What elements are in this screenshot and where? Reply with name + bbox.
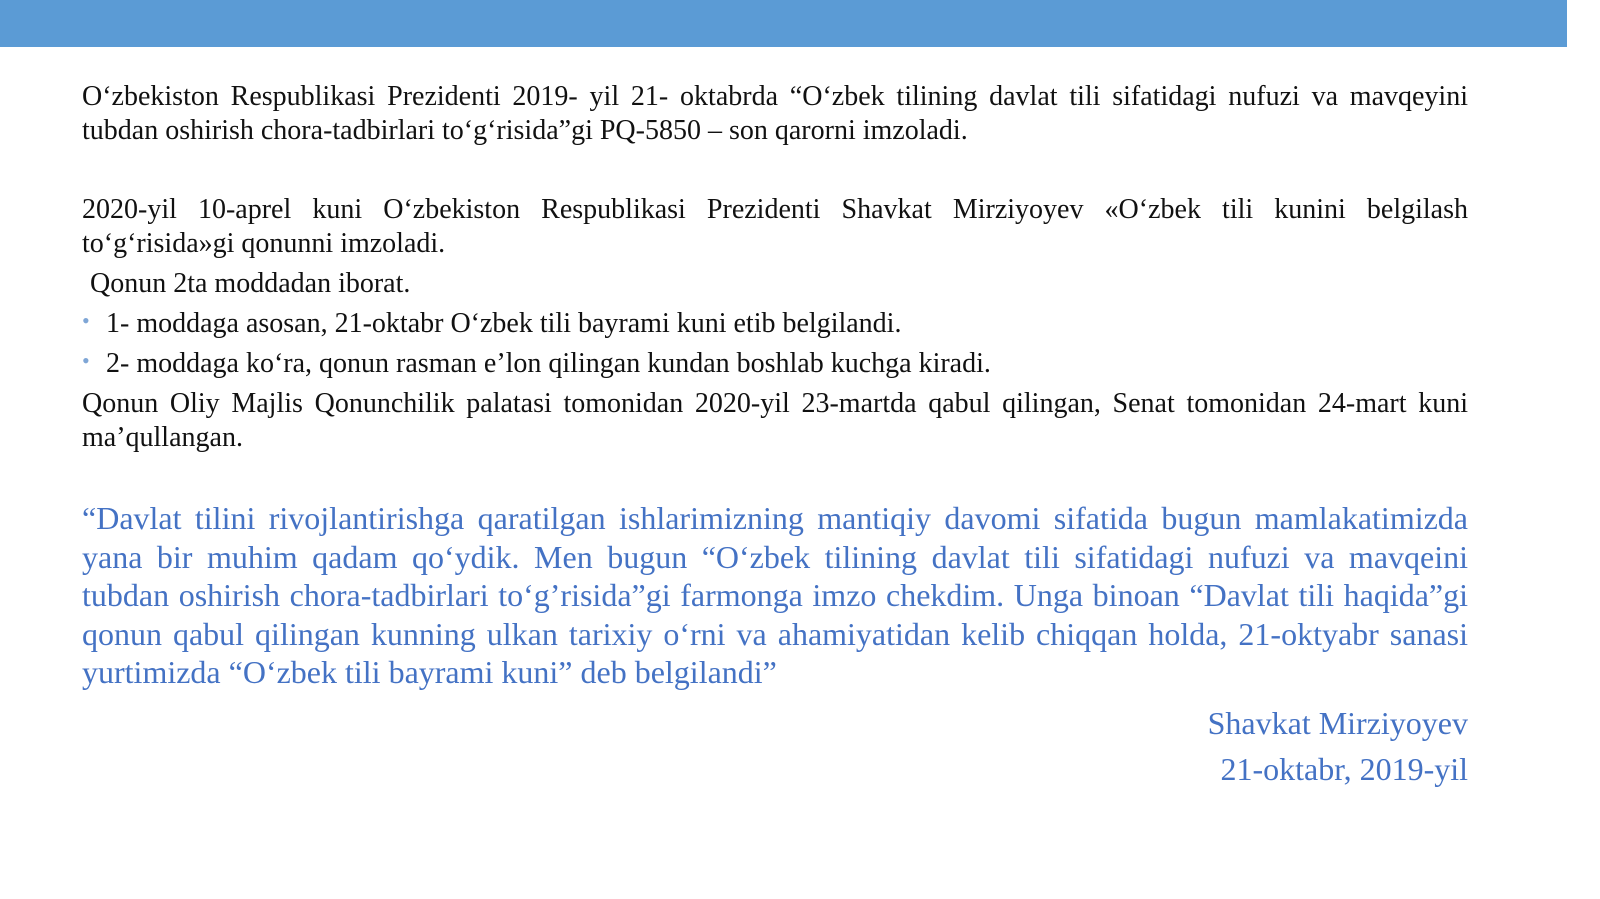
list-item	[82, 347, 1468, 381]
president-quote: “Davlat tilini rivojlantirishga qaratilgan ishlarimizning mantiqiy davomi sifatida bugun mamlakatimizda yana bir muhim qadam qo‘ydik. Men bugun “O‘zbek tilining davlat tili sifatidagi nufuzi va mavqeini tubdan oshirish chora-tadbirlari to‘g’risida”gi farmonga imzo chekdim. Unga binoan “Davlat tili haqida”gi qonun qabul qilingan kunning ulkan tarixiy o‘rni va ahamiyatidan kelib chiqqan holda, 21-oktyabr sanasi yurtimizda “O‘zbek tili bayrami kuni” deb belgilandi”	[82, 500, 1468, 691]
article-list	[82, 307, 1468, 381]
signature-name: Shavkat Mirziyoyev	[1207, 704, 1468, 741]
slide-content	[82, 80, 1468, 792]
paragraph-parliament: Qonun Oliy Majlis Qonunchilik palatasi tomonidan 2020-yil 23-martda qabul qilingan, Senat tomonidan 24-mart kuni ma’qullangan.	[82, 388, 1468, 453]
bullet-icon: •	[82, 348, 90, 373]
list-item-text: 2- moddaga ko‘ra, qonun rasman e’lon qilingan kundan boshlab kuchga kiradi.	[106, 348, 991, 379]
quote-signature	[82, 700, 1468, 792]
bullet-icon: •	[82, 308, 90, 333]
paragraph-law-signing: 2020-yil 10-aprel kuni O‘zbekiston Respublikasi Prezidenti Shavkat Mirziyoyev «O‘zbek tili kunini belgilash to‘g‘risida»gi qonunni imzoladi.	[82, 194, 1468, 259]
paragraph-decree: O‘zbekiston Respublikasi Prezidenti 2019- yil 21- oktabrda “O‘zbek tilining davlat tili sifatidagi nufuzi va mavqeyini tubdan oshirish chora-tadbirlari to‘g‘risida”gi PQ-5850 – son qarorni imzoladi.	[82, 81, 1468, 146]
header-bar	[0, 0, 1567, 47]
signature-date: 21-oktabr, 2019-yil	[1220, 750, 1468, 787]
paragraph-law-articles: Qonun 2ta moddadan iborat.	[90, 268, 411, 299]
list-item	[82, 307, 1468, 341]
list-item-text: 1- moddaga asosan, 21-oktabr O‘zbek tili bayrami kuni etib belgilandi.	[106, 308, 902, 339]
